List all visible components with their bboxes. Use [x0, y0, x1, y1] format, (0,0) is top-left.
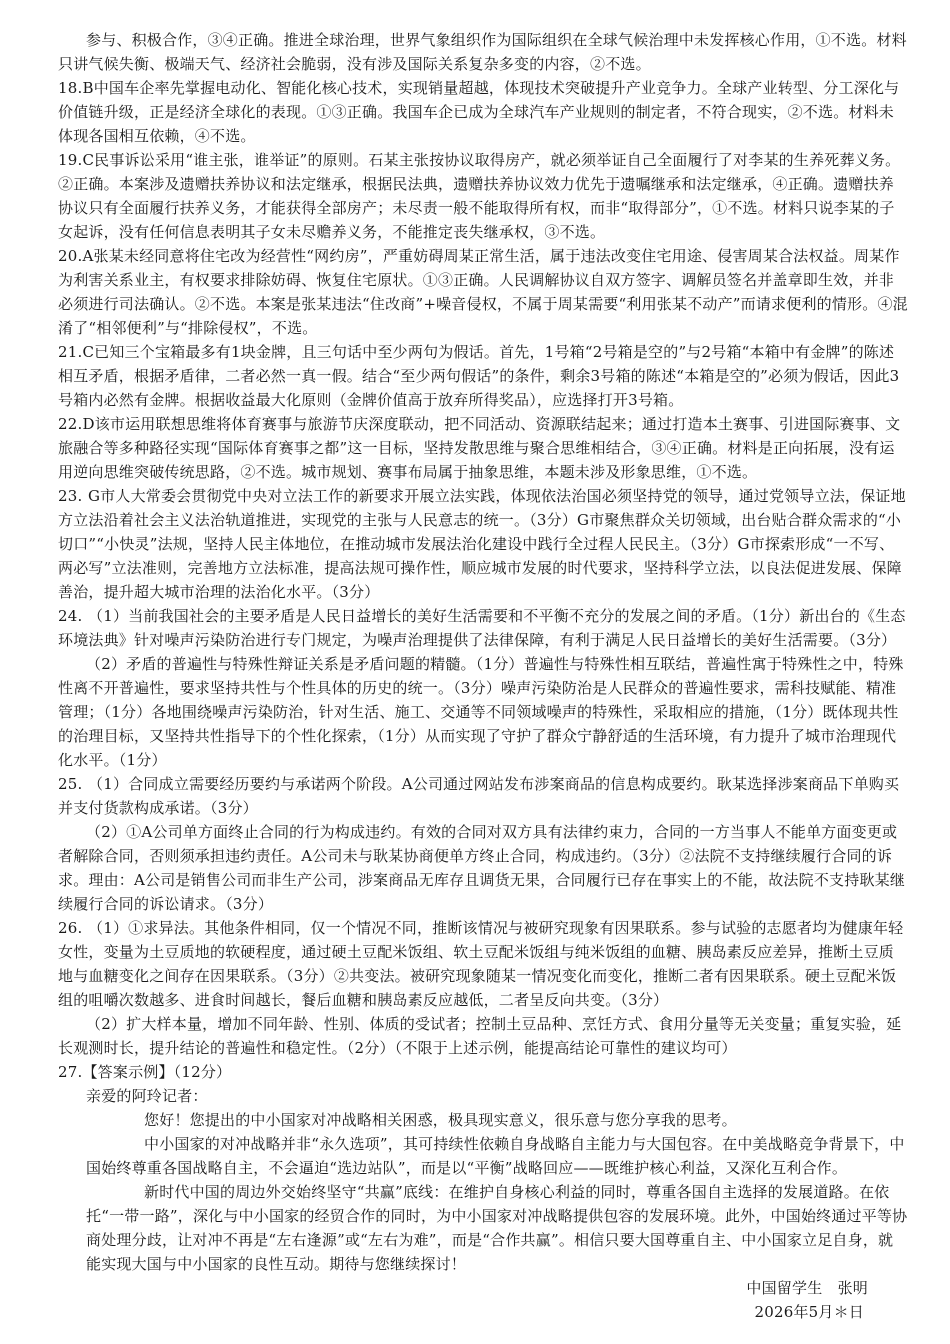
essay-heading: 【答案示例】（12分） — [82, 1063, 232, 1081]
item-text: G市人大常委会贯彻党中央对立法工作的新要求开展立法实践，体现依法治国必须坚持党的领导，通过党领导立法，保证地方立法沿着社会主义法治轨道推进，实现党的主张与人民意志的统一。（3分）G市聚焦群众关切领域，出台贴合群众需求的“小切口”“小快灵”法规，坚持人民主体地位，在推动城市发展法治化建设中践行全过程人民民主。（3分）G市探索形成“一不写、两必写”立法准则，完善地方立法标准，提高法规可操作性，顺应城市发展的时代要求，坚持科学立法，以良法促进发展、保障善治，提升超大城市治理的法治化水平。（3分） — [58, 487, 906, 601]
item-number: 23. — [58, 487, 83, 505]
item-text: 张某未经同意将住宅改为经营性“网约房”，严重妨碍周某正常生活，属于违法改变住宅用途、侵害周某合法权益。周某作为利害关系业主，有权要求排除妨碍、恢复住宅原状。①③正确。人民调解协议自双方签字、调解员签名并盖章即生效，并非必须进行司法确认。②不选。本案是张某违法“住改商”+噪音侵权，不属于周某需要“利用张某不动产”而请求便利的情形。④混淆了“相邻便利”与“排除侵权”，不选。 — [58, 247, 908, 337]
item-25 — [58, 772, 908, 916]
item-23 — [58, 484, 908, 604]
item-subpart: （2）①A公司单方面终止合同的行为构成违约。有效的合同对双方具有法律约束力，合同的一方当事人不能单方面变更或者解除合同，否则须承担违约责任。A公司未与耿某协商便单方终止合同，构成违约。（3分）②法院不支持继续履行合同的诉求。理由：A公司是销售公司而非生产公司，涉案商品无库存且调货无果，合同履行已存在事实上的不能，故法院不支持耿某继续履行合同的诉讼请求。（3分） — [58, 823, 906, 913]
letter-paragraph: 中小国家的对冲战略并非“永久选项”，其可持续性依赖自身战略自主能力与大国包容。在中美战略竞争背景下，中国始终尊重各国战略自主，不会逼迫“选边站队”，而是以“平衡”战略回应——既维护核心利益，又深化互利合作。 — [86, 1135, 905, 1177]
item-19 — [58, 148, 908, 244]
item-text: （1）合同成立需要经历要约与承诺两个阶段。A公司通过网站发布涉案商品的信息构成要约。耿某选择涉案商品下单购买并支付货款构成承诺。（3分） — [58, 775, 900, 817]
item-text: 已知三个宝箱最多有1块金牌，且三句话中至少两句为假话。首先，1号箱“2号箱是空的”与2号箱“本箱中有金牌”的陈述相互矛盾，根据矛盾律，二者必然一真一假。结合“至少两句假话”的条件，剩余3号箱的陈述“本箱是空的”必须为假话，因此3号箱内必然有金牌。根据收益最大化原则（金牌价值高于放弃所得奖品），应选择打开3号箱。 — [58, 343, 900, 409]
item-number: 26. — [58, 919, 83, 937]
letter-signature: 中国留学生 张明 — [746, 1279, 868, 1297]
item-number: 22.D — [58, 415, 95, 433]
item-number: 18.B — [58, 79, 94, 97]
item-18 — [58, 76, 908, 148]
letter-paragraph: 新时代中国的周边外交始终坚守“共赢”底线：在维护自身核心利益的同时，尊重各国自主选择的发展道路。在依托“一带一路”，深化与中小国家的经贸合作的同时，为中小国家对冲战略提供包容的发展环境。此外，中国始终通过平等协商处理分歧，让对冲不再是“左右逢源”或“左右为难”，而是“合作共赢”。相信只要大国尊重自主、中小国家立足自身，就能实现大国与中小国家的良性互动。期待与您继续探讨！ — [86, 1183, 908, 1273]
item-number: 27. — [58, 1063, 83, 1081]
item-text: 该市运用联想思维将体育赛事与旅游节庆深度联动，把不同活动、资源联结起来；通过打造本土赛事、引进国际赛事、文旅融合等多种路径实现“国际体育赛事之都”这一目标，坚持发散思维与聚合思维相结合，③④正确。材料是正向拓展，没有运用逆向思维突破传统思路，②不选。城市规划、赛事布局属于抽象思维，本题未涉及形象思维，①不选。 — [58, 415, 901, 481]
item-17-fragment: 参与、积极合作，③④正确。推进全球治理，世界气象组织作为国际组织在全球气候治理中未发挥核心作用，①不选。材料只讲气候失衡、极端天气、经济社会脆弱，没有涉及国际关系复杂多变的内容，②不选。 — [58, 31, 907, 73]
item-text: （1）当前我国社会的主要矛盾是人民日益增长的美好生活需要和不平衡不充分的发展之间的矛盾。（1分）新出台的《生态环境法典》针对噪声污染防治进行专门规定，为噪声治理提供了法律保障，有利于满足人民日益增长的美好生活需要。（3分） — [58, 607, 906, 649]
item-21 — [58, 340, 908, 412]
item-text: 中国车企率先掌握电动化、智能化核心技术，实现销量超越，体现技术突破提升产业竞争力。全球产业转型、分工深化与价值链升级，正是经济全球化的表现。①③正确。我国车企已成为全球汽车产业规则的制定者，不符合现实，②不选。材料未体现各国相互依赖，④不选。 — [58, 79, 900, 145]
item-text: 民事诉讼采用“谁主张，谁举证”的原则。石某主张按协议取得房产，就必须举证自己全面履行了对李某的生养死葬义务。②正确。本案涉及遗赠扶养协议和法定继承，根据民法典，遗赠扶养协议效力优先于遗嘱继承和法定继承，④正确。遗赠扶养协议只有全面履行扶养义务，才能获得全部房产；未尽责一般不能取得所有权，而非“取得部分”，①不选。材料只说李某的子女起诉，没有任何信息表明其子女未尽赡养义务，不能推定丧失继承权，③不选。 — [58, 151, 901, 241]
item-number: 24. — [58, 607, 83, 625]
item-text: （1）①求异法。其他条件相同，仅一个情况不同，推断该情况与被研究现象有因果联系。参与试验的志愿者均为健康年轻女性，变量为土豆质地的软硬程度，通过硬土豆配米饭组、软土豆配米饭组与纯米饭组的血糖、胰岛素反应差异，推断土豆质地与血糖变化之间存在因果联系。（3分）②共变法。被研究现象随某一情况变化而变化，推断二者有因果联系。硬土豆配米饭组的咀嚼次数越多、进食时间越长，餐后血糖和胰岛素反应越低，二者呈反向共变。（3分） — [58, 919, 904, 1009]
item-number: 20.A — [58, 247, 94, 265]
item-20 — [58, 244, 908, 340]
item-26 — [58, 916, 908, 1060]
answer-page — [58, 28, 908, 1324]
item-22 — [58, 412, 908, 484]
letter-greeting: 您好！您提出的中小国家对冲战略相关困惑，极具现实意义，很乐意与您分享我的思考。 — [144, 1111, 737, 1129]
item-27-essay — [58, 1060, 908, 1324]
item-subpart: （2）矛盾的普遍性与特殊性辩证关系是矛盾问题的精髓。（1分）普遍性与特殊性相互联结，普遍性寓于特殊性之中，特殊性离不开普遍性，要求坚持共性与个性具体的历史的统一。（3分）噪声污染防治是人民群众的普遍性要求，需科技赋能、精准管理；（1分）各地围绕噪声污染防治，针对生活、施工、交通等不同领域噪声的特殊性，采取相应的措施，（1分）既体现共性的治理目标，又坚持共性指导下的个性化探索，（1分）从而实现了守护了群众宁静舒适的生活环境，有力提升了城市治理现代化水平。（1分） — [58, 655, 904, 769]
item-subpart: （2）扩大样本量，增加不同年龄、性别、体质的受试者；控制土豆品种、烹饪方式、食用分量等无关变量；重复实验，延长观测时长，提升结论的普遍性和稳定性。（2分）（不限于上述示例，能提高结论可靠性的建议均可） — [58, 1015, 902, 1057]
item-number: 19.C — [58, 151, 95, 169]
item-24 — [58, 604, 908, 772]
letter-date: 2026年5月＊日 — [754, 1303, 864, 1321]
item-number: 21.C — [58, 343, 95, 361]
item-number: 25. — [58, 775, 83, 793]
letter-salutation: 亲爱的阿玲记者： — [86, 1087, 208, 1105]
